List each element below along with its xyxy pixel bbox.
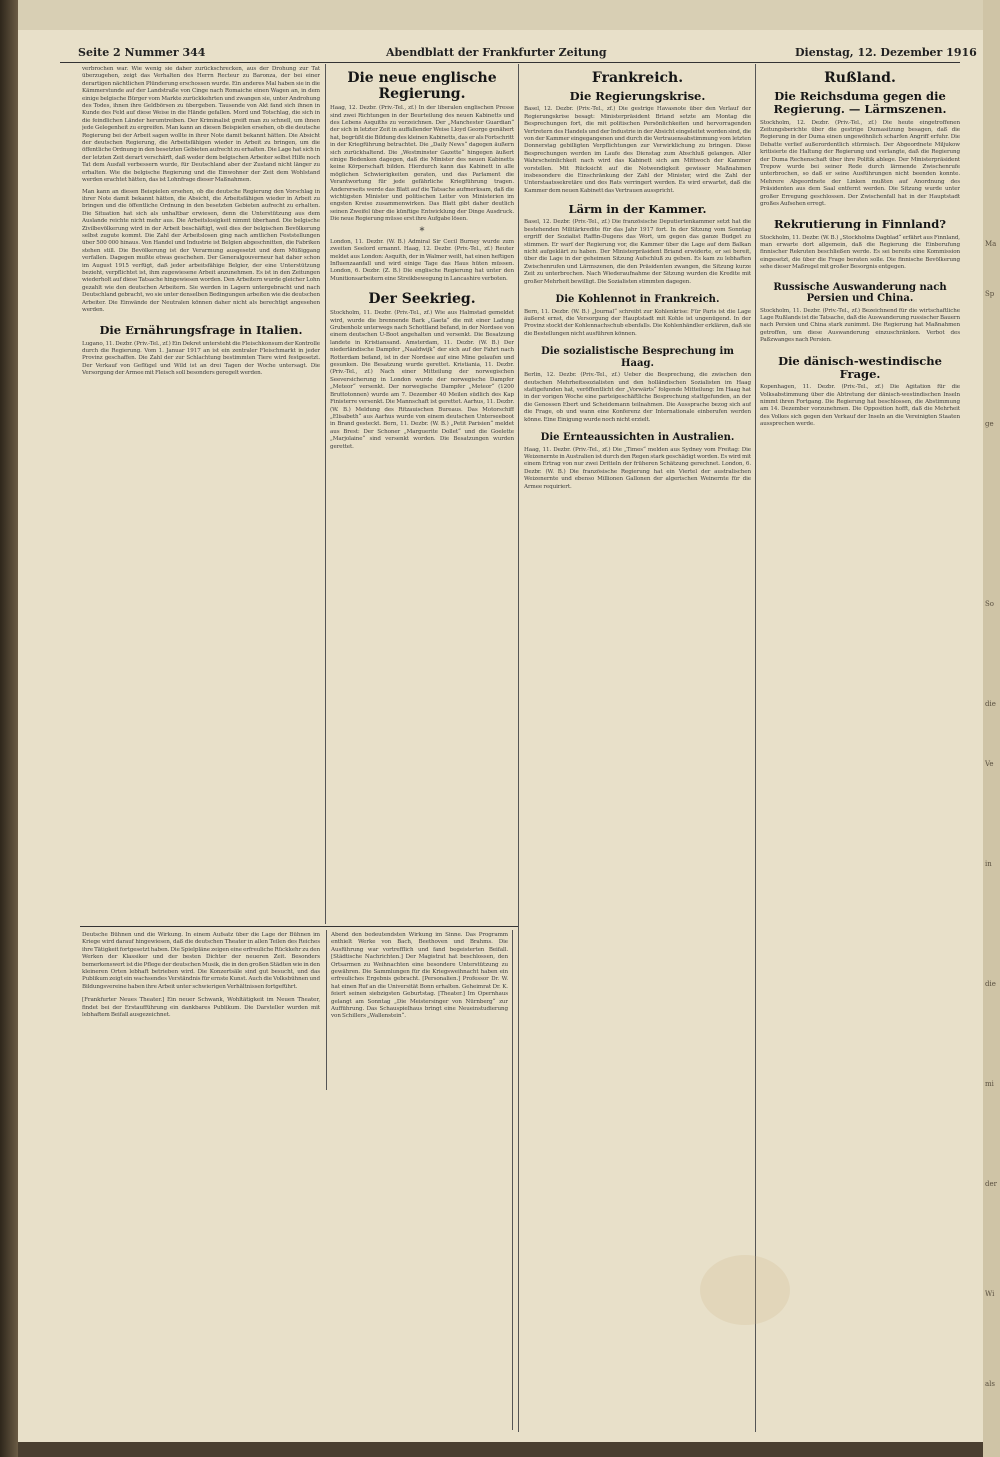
headline-chamber-noise: Lärm in der Kammer. bbox=[568, 202, 707, 217]
headline-naval-war: Der Seekrieg. bbox=[368, 291, 476, 308]
headline-english-government: Die neue englische Regierung. bbox=[347, 70, 497, 103]
feuilleton-rule bbox=[80, 926, 518, 927]
article-text: Berlin, 12. Dezbr. (Priv.-Tel., zf.) Ueber die Besprechung, die zwischen den deutschen Mehrheitssozialisten und den holländischen Sozialisten im Haag stattgefunden hat, veröffentlicht der „Vorwärts“ folgende Mitteilung: Im Haag hat in der vorigen Woche eine parteigeschäftliche Besprechung stattgefunden, an der die Genossen Ebert und Scheidemann teilnahmen. Die Aussprache bezog sich auf die Frage, ob und wann eine Konferenz der Internationale einberufen werden könne. Eine Einigung wurde noch nicht erzielt. bbox=[524, 372, 751, 423]
column-rule bbox=[512, 930, 513, 1430]
column-rule bbox=[325, 64, 326, 924]
edge-fragment: Ve bbox=[985, 760, 994, 768]
article-text: London, 11. Dezbr. (W. B.) Admiral Sir Cecil Burney wurde zum zweiten Seelord ernannt. Haag, 12. Dezbr. (Priv.-Tel., zf.) Reuter meldet aus London: Asquith, der in Walmer weilt, hat einen heftigen Influenzaanfall und wird einige Tage das Haus hüten müssen. London, 6. Dezbr. (Z. B.) Die englische Regierung hat unter den Munitionsarbeitern eine Streikbewegung in Lancashire verboten. bbox=[330, 238, 514, 282]
article-text: verbrochen war. Wie wenig sie daher zurückschrecken, aus der Drohung zur Tat überzugehen, zeigt das Verhalten des Herrn Recteur zu Baronza, der bei einer derartigen nächtlichen Plünderung erschossen wurde. Ein anderes Mal haben sie in die Kämmerstunde auf der Landstraße von Cinge nach Romaiche einen Wagen an, in dem einige belgische Bürger vom Markte zurückkehrten und zwangen sie, unter Androhung des Todes, ihnen ihre Geldbörsen zu übergeben. Tausende von Akt fand sich ihnen in Kunde des Feld auf diese Weise in die Hände gefallen. Mord und Totschlag, die sich in die feindlichen Länder herumtreiben. Der Kriminalist greift man zu schnell, um ihnen jede Gelegenheit zu ergreifen. Man kann an diesen Beispielen ersehen, ob die deutsche Regierung bei der Arbeit sagen wollte in ihrer Note damit bekannt hätten. Die Absicht der deutschen Regierung, die Arbeitsfähigen wieder in Arbeit zu bringen, um die öffentliche Ordnung in den besetzten Gebieten aufrecht zu erhalten. Die Lage hat sich in der letzten Zeit derart verschärft, daß weder dem belgischen Arbeiter selbst Hilfe noch Tat dem Ausfall verbessern wurde, für Deutschland aber der Zustand nicht länger zu erhalten. Wie die belgische Regierung und die Einwohner der Zeit dem Wohlstand werden erachtet hätten, das ist Lohnfrage dieser Maßnahmen. bbox=[82, 66, 320, 184]
article-text: Stockholm, 11. Dezbr. (Priv.-Tel., zf.) Bezeichnend für die wirtschaftliche Lage Rußlands ist die Tatsache, daß die Auswanderung russischer Bauern nach Persien und China stark zunimmt. Die Regierung hat Maßnahmen getroffen, um diese Auswanderung einzuschränken. Verbot des Paßzwanges nach Persien. bbox=[760, 307, 960, 344]
page-top-margin bbox=[18, 0, 983, 30]
page-number: Seite 2 Nummer 344 bbox=[78, 46, 206, 59]
column-france bbox=[524, 66, 751, 1434]
article-text: Stockholm, 11. Dezbr. (Priv.-Tel., zf.) Wie aus Halmstad gemeldet wird, wurde die brennende Bark „Gaeta“ die mit einer Ladung Grubenholz unterwegs nach Schottland befand, in der Nordsee von einem deutschen U-Boot angehalten und versenkt. Die Besatzung landete in Kristiansand. Amsterdam, 11. Dezbr. (W. B.) Der niederländische Dampfer „Naaldwijk“ der sich auf der Fahrt nach Rotterdam befand, ist in der Nordsee auf eine Mine gelaufen und gesunken. Die Besatzung wurde gerettet. Kristiania, 11. Dezbr. (Priv.-Tel., zf.) Nach einer Mitteilung der norwegischen Seeversicherung in London wurde der norwegische Dampfer „Meteor“ versenkt. Der norwegische Dampfer „Meteor“ (1200 Bruttotonnen) wurde am 7. Dezember 40 Meilen südlich des Kap Finisterre versenkt. Die Mannschaft ist gerettet. Aarhus, 11. Dezbr. (W. B.) Meldung des Ritzauischen Bureaus. Das Motorschiff „Elisabeth“ aus Aarhus wurde von einem deutschen Unterseeboot in Brand gesteckt. Bern, 11. Dezbr. (W. B.) „Petit Parisien“ meldet aus Brest: Der Schoner „Marguerite Dollet“ und die Goelette „Marjolaine“ sind versenkt worden. Die Besatzungen wurden gerettet. bbox=[330, 310, 514, 450]
article-text: Deutsche Bühnen und die Wirkung. In einem Aufsatz über die Lage der Bühnen im Kriege wird darauf hingewiesen, daß die deutschen Theater in allen Teilen des Reiches ihre Tätigkeit fortgesetzt haben. Die Spielpläne zeigen eine erfreuliche Rückkehr zu den Werken der Klassiker und der besten Dichter der neueren Zeit. Besonders bemerkenswert ist die Pflege der deutschen Musik, die in den großen Städten wie in den kleineren Orten lebhaft betrieben wird. Die Konzertsäle sind gut besucht, und das Publikum zeigt ein wachsendes Verständnis für ernste Kunst. Auch die Volksbühnen und Bildungsvereine haben ihre Arbeit unter schwierigen Verhältnissen fortgeführt. bbox=[82, 932, 320, 990]
book-binding bbox=[0, 0, 18, 1457]
issue-date: Dienstag, 12. Dezember 1916 bbox=[795, 46, 977, 59]
headline-australia-harvest: Die Ernteaussichten in Australien. bbox=[540, 432, 735, 444]
edge-fragment: die bbox=[985, 700, 996, 708]
article-text: Man kann an diesen Beispielen ersehen, ob die deutsche Regierung den Vorschlag in ihrer Note damit bekannt hätten, die Absicht, die Arbeitsfähigen wieder in Arbeit zu bringen und die öffentliche Ordnung in den besetzten Gebieten aufrecht zu erhalten. Die Situation hat sich als unhaltbar erwiesen, denn die Unterstützung aus dem Auslande reichte nicht mehr aus. Die Arbeitslosigkeit nimmt überhand. Die belgische Zivilbevölkerung wird in der Arbeit beschäftigt, weil dies der belgischen Bevölkerung selbst zugute kommt. Die Zahl der Arbeitslosen ging nach amtlichen Feststellungen über 500 000 hinaus. Von Handel und Industrie ist Belgien abgeschnitten, die Fabriken stehen still. Die Bevölkerung ist der Verarmung ausgesetzt und dem Müßiggang verfallen. Dagegen mußte etwas geschehen. Der Generalgouverneur hat daher schon im August 1915 verfügt, daß jeder arbeitsfähige Belgier, der eine Unterstützung bezieht, verpflichtet ist, ihm zugewiesene Arbeit anzunehmen. Es ist in den Zeitungen wiederholt auf diese Tatsache hingewiesen worden. Den Arbeitern wurde gleicher Lohn gezahlt wie den deutschen Arbeitern. Sie werden in Lagern untergebracht und nach Deutschland gebracht, wo sie unter denselben Bedingungen arbeiten wie die deutschen Arbeiter. Die Einwände der Neutralen können daher nicht als berechtigt angesehen werden. bbox=[82, 188, 320, 313]
article-text: [Frankfurter Neues Theater.] Ein neuer Schwank, Wohltätigkeit im Neuen Theater, findet bei der Erstaufführung ein dankbares Publikum. Die Darsteller wurden mit lebhaftem Beifall ausgezeichnet. bbox=[82, 997, 320, 1019]
headline-coal-shortage: Die Kohlennot in Frankreich. bbox=[555, 294, 720, 306]
article-text: Kopenhagen, 11. Dezbr. (Priv.-Tel., zf.) Die Agitation für die Volksabstimmung über die Abtretung der dänisch-westindischen Inseln nimmt ihren Fortgang. Die Regierung hat beschlossen, die Abstimmung am 14. Dezember vorzunehmen. Die Opposition hofft, daß die Mehrheit des Volkes sich gegen den Verkauf der Inseln an die Vereinigten Staaten aussprechen werde. bbox=[760, 384, 960, 428]
headline-socialist-meeting: Die sozialistische Besprechung im Haag. bbox=[541, 346, 734, 369]
article-text: Basel, 12. Dezbr. (Priv.-Tel., zf.) Die gestrige Havasnote über den Verlauf der Regierungskrise besagt: Ministerpräsident Briand setzte am Montag die Besprechungen fort, die mit politischen Persönlichkeiten und hervorragenden Vertretern des Handels und der Industrie in der Absicht eingeleitet worden sind, die von der Kammer eingegangenen und durch die Vertrauensabstimmung vom letzten Donnerstag gebilligten Verpflichtungen zur Verwirklichung zu bringen. Diese Besprechungen werden im Laufe des Dienstag zum Abschluß gelangen. Aller Wahrscheinlichkeit nach wird das Kabinett sich am Mittwoch der Kammer vorstellen. Mit Rücksicht auf die Notwendigkeit gewisser Maßnahmen insbesondere die Einschränkung der Zahl der Minister, wird die Zahl der Unterstaatssekretäre und des Rats verringert werden. Es wird erwartet, daß die Kammer dem neuen Kabinett das Vertrauen ausspricht. bbox=[524, 106, 751, 194]
headline-russian-emigration: Russische Auswanderung nach Persien und China. bbox=[773, 281, 947, 305]
headline-france: Frankreich. bbox=[591, 70, 684, 86]
headline-russia: Rußland. bbox=[824, 70, 896, 86]
separator-star: * bbox=[419, 225, 425, 237]
column-england bbox=[330, 66, 514, 921]
article-text: Basel, 12. Dezbr. (Priv.-Tel., zf.) Die französische Deputiertenkammer setzt hat die bestehenden Militärkredite für das Jahr 1917 fort. In der Sitzung vom Sonntag ergriff der Sozialist Raffin-Dugens das Wort, um gegen das ganze Budget zu stimmen. Er warf der Regierung vor, die Kammer über die Lage auf dem Balkan nicht aufgeklärt zu haben. Der Ministerpräsident Briand erwiderte, er sei bereit, über die Lage in der geheimen Sitzung Aufschluß zu geben. Es kam zu lebhaften Zwischenrufen und Lärmszenen, die den Präsidenten zwangen, die Sitzung kurze Zeit zu unterbrechen. Nach Wiederaufnahme der Sitzung wurden die Kredite mit großer Mehrheit bewilligt. Die Sozialisten stimmten dagegen. bbox=[524, 219, 751, 285]
column-belgium bbox=[82, 66, 320, 921]
subheadline-government-crisis: Die Regierungskrise. bbox=[569, 89, 706, 104]
article-text: Stockholm, 12. Dezbr. (Priv.-Tel., zf.) Die heute eingetroffenen Zeitungsberichte über die gestrige Dumasitzung besagen, daß die Regierung in der Duma einen ungewöhnlich scharfen Angriff erfuhr. Die Debatte verlief außerordentlich stürmisch. Der Abgeordnete Miljukow kritisierte die Haltung der Regierung und verlangte, daß die Regierung der Duma Rechenschaft über ihre Politik ablege. Der Ministerpräsident Trepow wurde bei seiner Rede durch lärmende Zwischenrufe unterbrochen, so daß er seine Ausführungen nicht beenden konnte. Mehrere Abgeordnete der Linken mußten auf Anordnung des Präsidenten aus dem Saal entfernt werden. Die Sitzung wurde unter großer Erregung geschlossen. Der Zwischenfall hat in der Hauptstadt großes Aufsehen erregt. bbox=[760, 119, 960, 207]
edge-fragment: mi bbox=[985, 1080, 994, 1088]
edge-fragment: die bbox=[985, 980, 996, 988]
newspaper-masthead: Abendblatt der Frankfurter Zeitung bbox=[386, 46, 607, 59]
column-russia bbox=[760, 66, 960, 1434]
edge-fragment: in bbox=[985, 860, 992, 868]
article-text: Bern, 11. Dezbr. (W. B.) „Journal“ schreibt zur Kohlenkrise: Für Paris ist die Lage äußerst ernst, die Versorgung der Hauptstadt mit Kohle ist ungenügend. In der Provinz stockt der Kohlennachschub ebenfalls. Die Kohlenhändler erklären, daß sie die Bestellungen nicht ausführen können. bbox=[524, 308, 751, 337]
feuilleton-right bbox=[331, 932, 508, 1430]
article-text: Haag, 11. Dezbr. (Priv.-Tel., zf.) Die „Times“ melden aus Sydney vom Freitag: Die Weizenernte in Australien ist durch den Regen stark geschädigt worden. Es wird mit einem Ertrag von nur zwei Dritteln der früheren Schätzung gerechnet. London, 6. Dezbr. (W. B.) Die französische Regierung hat ein Viertel der australischen Weizenernte und ebenso Millionen Gallonen der algerischen Weinernte für die Armee requiriert. bbox=[524, 446, 751, 490]
header-rule bbox=[60, 62, 960, 63]
article-text: Stockholm, 11. Dezbr. (W. B.) „Stockholms Dagblad“ erfährt aus Finnland, man erwarte dort allgemein, daß die Regierung die Einberufung finnischer Rekruten beschließen werde. Es sei bereits eine Kommission eingesetzt, die über die Frage beraten solle. Die finnische Bevölkerung sehe dieser Maßregel mit großer Besorgnis entgegen. bbox=[760, 234, 960, 271]
column-rule bbox=[518, 64, 519, 1432]
headline-italy-food: Die Ernährungsfrage in Italien. bbox=[99, 323, 303, 338]
article-text: Lugano, 11. Dezbr. (Priv.-Tel., zf.) Ein Dekret untersteht die Fleischkonsum der Kontrolle durch die Regierung. Vom 1. Januar 1917 an ist ein zentraler Fleischmarkt in jeder Provinz geschaffen. Die Zahl der zur Schlachtung bestimmten Tiere wird festgesetzt. Der Verkauf von Geflügel und Wild ist an drei Tagen der Woche untersagt. Die Versorgung der Armee mit Fleisch soll besonders geregelt werden. bbox=[82, 340, 320, 377]
edge-fragment: ge bbox=[985, 420, 994, 428]
subheadline-duma: Die Reichsduma gegen die Regierung. — Lärmszenen. bbox=[773, 89, 947, 117]
edge-fragment: Ma bbox=[985, 240, 997, 248]
column-rule bbox=[755, 64, 756, 1432]
edge-fragment: So bbox=[985, 600, 995, 608]
edge-fragment: Wi bbox=[985, 1290, 995, 1298]
column-rule bbox=[326, 930, 327, 1090]
edge-fragment: als bbox=[985, 1380, 996, 1388]
edge-fragment: der bbox=[985, 1180, 997, 1188]
paper-stain bbox=[700, 1255, 790, 1325]
article-text: Haag, 12. Dezbr. (Priv.-Tel., zf.) In der liberalen englischen Presse sind zwei Richtungen in der Beurteilung des neuen Kabinetts und des Lebens Asquiths zu verzeichnen. Der „Manchester Guardian“ der sich in letzter Zeit in auffallender Weise Lloyd George genähert hat, begrüßt die Bildung des kleinen Kabinetts, das er als Fortschritt in der Kriegführung betrachtet. Die „Daily News“ dagegen äußern sich zurückhaltend. Die „Westminster Gazette“ hingegen äußert einige Bedenken dagegen, daß die Minister des neuen Kabinetts keine Körperschaft bilden. Hierdurch kann das Kabinett in alle möglichen Schwierigkeiten geraten, und das Parlament die Verantwortung für jede gefährliche Kriegführung tragen. Andererseits werde das Blatt auf die Tatsache aufmerksam, daß die wichtigsten Minister und politischen Leiter von Ministerien im engsten Kreise zusammenwirken. Das Blatt gibt daher deutlich seinen Zweifel über die künftige Entwicklung der Dinge Ausdruck. Die neue Regierung müsse erst ihre Aufgabe lösen. bbox=[330, 105, 514, 223]
article-text: Abend den bedeutendsten Wirkung im Sinne. Das Programm enthielt Werke von Bach, Beethoven und Brahms. Die Ausführung war vortrefflich und fand begeisterten Beifall. [Städtische Nachrichten.] Der Magistrat hat beschlossen, den Ortsarmen zu Weihnachten eine besondere Unterstützung zu gewähren. Die Sammlungen für die Kriegsweihnacht haben ein erfreuliches Ergebnis gebracht. [Personalien.] Professor Dr. W. hat einen Ruf an die Universität Bonn erhalten. Geheimrat Dr. K. feiert seinen siebzigsten Geburtstag. [Theater.] Im Opernhaus gelangt am Sonntag „Die Meistersinger von Nürnberg“ zur Aufführung. Das Schauspielhaus bringt eine Neueinstudierung von Schillers „Wallenstein“. bbox=[331, 932, 508, 1020]
next-page-edge bbox=[983, 0, 1000, 1457]
headline-danish-west-indies: Die dänisch-westindische Frage. bbox=[778, 353, 942, 381]
edge-fragment: Sp bbox=[985, 290, 995, 298]
feuilleton-left bbox=[82, 932, 320, 1430]
headline-finland-recruitment: Rekrutierung in Finnland? bbox=[773, 217, 947, 232]
